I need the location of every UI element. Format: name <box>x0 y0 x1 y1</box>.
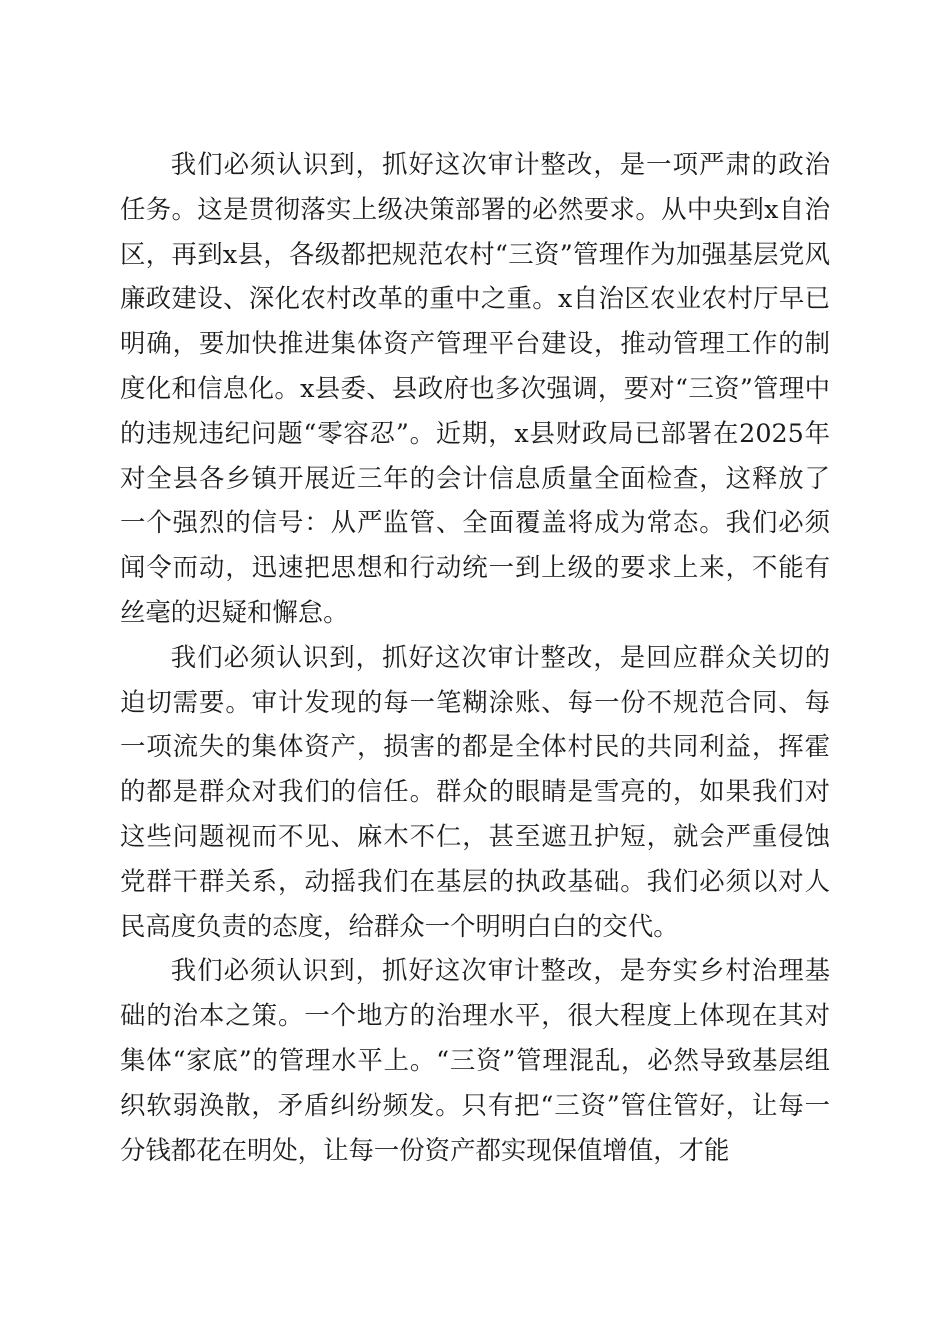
paragraph-public-concern: 我们必须认识到，抓好这次审计整改，是回应群众关切的迫切需要。审计发现的每一笔糊涂账、每一份不规范合同、每一项流失的集体资产，损害的都是全体村民的共同利益，挥霍的都是群众对我们的信任。群众的眼睛是雪亮的，如果我们对这些问题视而不见、麻木不仁，甚至遮丑护短，就会严重侵蚀党群干群关系，动摇我们在基层的执政基础。我们必须以对人民高度负责的态度，给群众一个明明白白的交代。 <box>120 641 830 941</box>
paragraph-political-task: 我们必须认识到，抓好这次审计整改，是一项严肃的政治任务。这是贯彻落实上级决策部署的必然要求。从中央到x自治区，再到x县，各级都把规范农村“三资”管理作为加强基层党风廉政建设、深化农村改革的重中之重。x自治区农业农村厅早已明确，要加快推进集体资产管理平台建设，推动管理工作的制度化和信息化。x县委、县政府也多次强调，要对“三资”管理中的违规违纪问题“零容忍”。近期，x县财政局已部署在2025年对全县各乡镇开展近三年的会计信息质量全面检查，这释放了一个强烈的信号：从严监管、全面覆盖将成为常态。我们必须闻令而动，迅速把思想和行动统一到上级的要求上来，不能有丝毫的迟疑和懈怠。 <box>120 149 830 627</box>
paragraph-rural-governance: 我们必须认识到，抓好这次审计整改，是夯实乡村治理基础的治本之策。一个地方的治理水平，很大程度上体现在其对集体“家底”的管理水平上。“三资”管理混乱，必然导致基层组织软弱涣散，矛盾纠纷频发。只有把“三资”管住管好，让每一分钱都花在明处，让每一份资产都实现保值增值，才能 <box>120 955 830 1165</box>
document-body <box>120 142 830 1172</box>
